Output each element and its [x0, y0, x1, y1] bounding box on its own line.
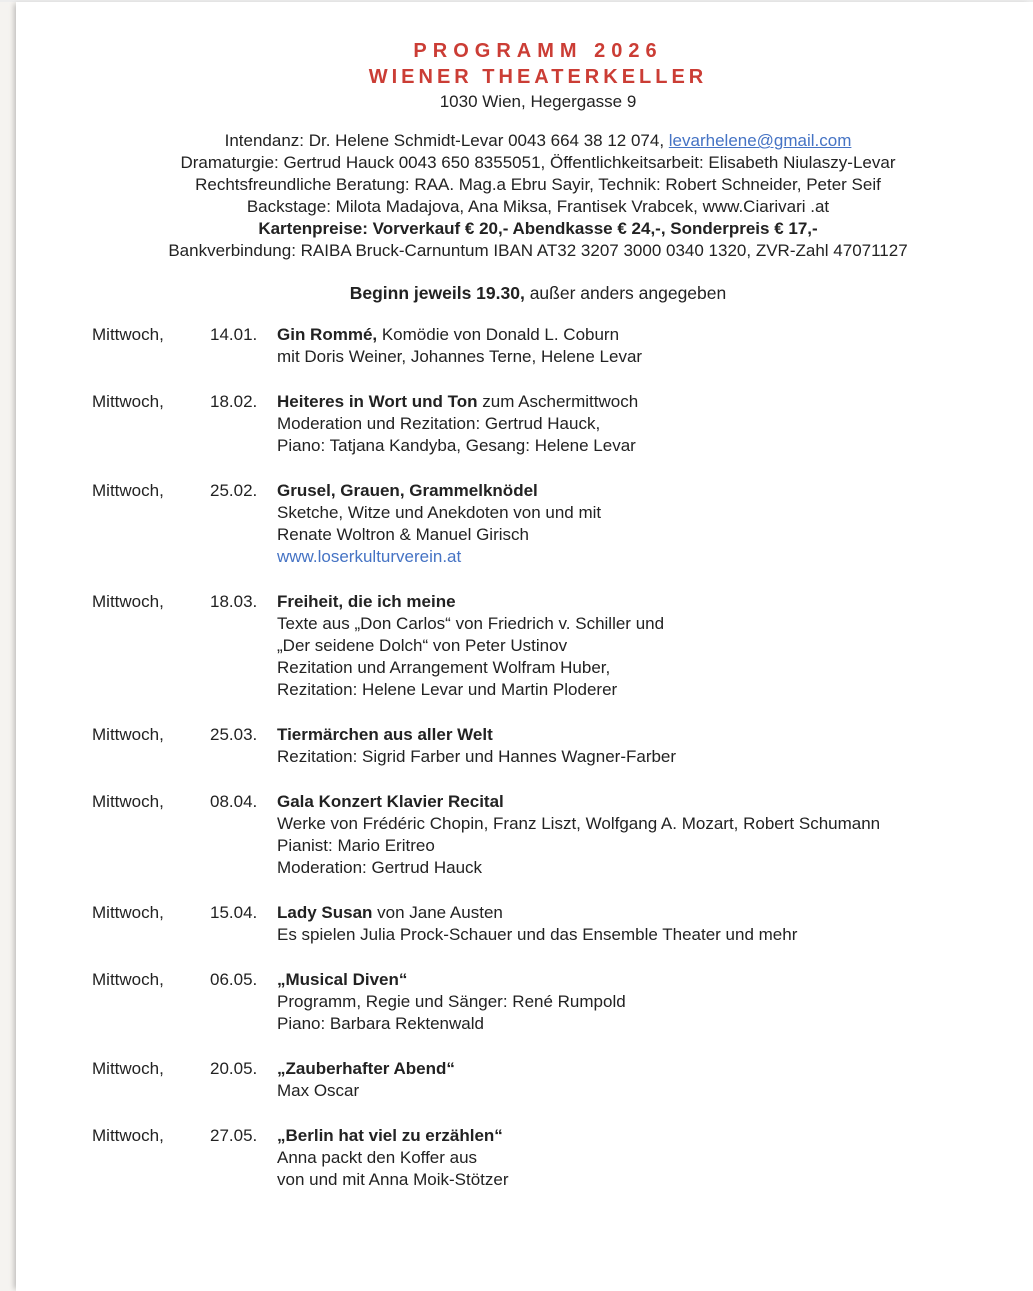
event-detail-line: Moderation und Rezitation: Gertrud Hauck,	[277, 414, 601, 433]
event-title: „Musical Diven“	[277, 970, 408, 989]
event-title: Gala Konzert Klavier Recital	[277, 792, 504, 811]
event-detail-line: Anna packt den Koffer aus	[277, 1148, 478, 1167]
event-title: Heiteres in Wort und Ton	[277, 392, 478, 411]
event-detail-line: Piano: Barbara Rektenwald	[277, 1014, 484, 1033]
event-detail-line: Sketche, Witze und Anekdoten von und mit	[277, 503, 602, 522]
event-date: 20.05.	[210, 1059, 258, 1078]
event-title: „Zauberhafter Abend“	[277, 1059, 455, 1078]
contact-line-backstage: Backstage: Milota Madajova, Ana Miksa, Frantisek Vrabcek, www.Ciarivari .at	[246, 197, 830, 216]
program-title: PROGRAMM 2026	[413, 40, 663, 62]
event-title: Gin Rommé,	[277, 325, 378, 344]
event-title-line	[277, 969, 1033, 991]
event-date: 27.05.	[210, 1126, 258, 1145]
event-row	[92, 324, 1033, 368]
event-day: Mittwoch,	[92, 725, 164, 744]
email-link[interactable]: levarhelene@gmail.com	[668, 131, 852, 150]
event-detail-line: Max Oscar	[277, 1081, 360, 1100]
event-day: Mittwoch,	[92, 970, 164, 989]
event-row	[92, 591, 1033, 701]
event-title-line	[277, 391, 1033, 413]
event-body	[277, 324, 1033, 368]
event-day: Mittwoch,	[92, 592, 164, 611]
event-row	[92, 1125, 1033, 1191]
event-detail-line: von und mit Anna Moik-Stötzer	[277, 1170, 509, 1189]
contact-line-beratung: Rechtsfreundliche Beratung: RAA. Mag.a Ebru Sayir, Technik: Robert Schneider, Peter Seif	[195, 175, 881, 194]
event-website-link[interactable]: www.loserkulturverein.at	[277, 547, 462, 566]
event-body	[277, 724, 1033, 768]
event-title: Grusel, Grauen, Grammelknödel	[277, 481, 538, 500]
event-day: Mittwoch,	[92, 903, 164, 922]
event-day: Mittwoch,	[92, 392, 164, 411]
event-detail-line: Rezitation: Sigrid Farber und Hannes Wagner-Farber	[277, 747, 677, 766]
event-day: Mittwoch,	[92, 1126, 164, 1145]
event-title-line	[277, 324, 1033, 346]
start-time-bold: Beginn jeweils 19.30,	[349, 283, 525, 303]
event-date: 18.02.	[210, 392, 258, 411]
event-list	[16, 324, 1033, 1191]
event-date: 15.04.	[210, 903, 258, 922]
event-day: Mittwoch,	[92, 792, 164, 811]
event-title-line	[277, 1058, 1033, 1080]
event-title-line	[277, 591, 1033, 613]
document-page	[16, 2, 1033, 1291]
event-title-suffix: von Jane Austen	[372, 903, 503, 922]
event-detail-line: Pianist: Mario Eritreo	[277, 836, 435, 855]
ticket-prices: Kartenpreise: Vorverkauf € 20,- Abendkasse € 24,-, Sonderpreis € 17,-	[258, 219, 818, 238]
event-date: 25.03.	[210, 725, 258, 744]
event-title-line	[277, 791, 1033, 813]
document-header	[16, 38, 1033, 114]
event-body	[277, 791, 1033, 879]
event-body	[277, 1125, 1033, 1191]
contact-block	[16, 130, 1033, 262]
event-title: Freiheit, die ich meine	[277, 592, 456, 611]
event-body	[277, 902, 1033, 946]
event-detail-line: „Der seidene Dolch“ von Peter Ustinov	[277, 636, 568, 655]
start-time-regular: außer anders angegeben	[524, 283, 727, 303]
contact-line-intendanz	[43, 130, 1033, 152]
event-detail-line: mit Doris Weiner, Johannes Terne, Helene Levar	[277, 347, 643, 366]
event-detail-line: Texte aus „Don Carlos“ von Friedrich v. Schiller und	[277, 614, 665, 633]
event-title: „Berlin hat viel zu erzählen“	[277, 1126, 503, 1145]
event-day: Mittwoch,	[92, 481, 164, 500]
event-detail-line: Piano: Tatjana Kandyba, Gesang: Helene Levar	[277, 436, 636, 455]
event-date: 25.02.	[210, 481, 258, 500]
event-row	[92, 391, 1033, 457]
event-body	[277, 480, 1033, 568]
event-detail-line: Es spielen Julia Prock-Schauer und das Ensemble Theater und mehr	[277, 925, 798, 944]
event-row	[92, 480, 1033, 568]
event-title-line	[277, 902, 1033, 924]
event-detail-line: Renate Woltron & Manuel Girisch	[277, 525, 529, 544]
event-row	[92, 724, 1033, 768]
intendanz-text: Intendanz: Dr. Helene Schmidt-Levar 0043 664 38 12 074,	[224, 131, 669, 150]
start-time-note	[16, 282, 1033, 304]
bank-details: Bankverbindung: RAIBA Bruck-Carnuntum IBAN AT32 3207 3000 0340 1320, ZVR-Zahl 47071127	[168, 241, 908, 260]
event-row	[92, 1058, 1033, 1102]
event-row	[92, 902, 1033, 946]
event-title-line	[277, 724, 1033, 746]
event-title-suffix: zum Aschermittwoch	[477, 392, 639, 411]
event-body	[277, 969, 1033, 1035]
event-row	[92, 969, 1033, 1035]
event-day: Mittwoch,	[92, 1059, 164, 1078]
event-title-line	[277, 480, 1033, 502]
venue-address: 1030 Wien, Hegergasse 9	[439, 92, 637, 111]
event-detail-line: Programm, Regie und Sänger: René Rumpold	[277, 992, 626, 1011]
event-detail-line: Rezitation: Helene Levar und Martin Ploderer	[277, 680, 618, 699]
event-title: Lady Susan	[277, 903, 373, 922]
contact-line-dramaturgie: Dramaturgie: Gertrud Hauck 0043 650 8355051, Öffentlichkeitsarbeit: Elisabeth Niulaszy-Levar	[180, 153, 896, 172]
event-day: Mittwoch,	[92, 325, 164, 344]
event-body	[277, 391, 1033, 457]
event-date: 18.03.	[210, 592, 258, 611]
event-detail-line: Werke von Frédéric Chopin, Franz Liszt, Wolfgang A. Mozart, Robert Schumann	[277, 814, 881, 833]
event-date: 14.01.	[210, 325, 258, 344]
event-detail-line: Rezitation und Arrangement Wolfram Huber,	[277, 658, 611, 677]
event-title: Tiermärchen aus aller Welt	[277, 725, 493, 744]
venue-title: WIENER THEATERKELLER	[368, 66, 708, 88]
event-title-line	[277, 1125, 1033, 1147]
event-date: 06.05.	[210, 970, 258, 989]
event-title-suffix: Komödie von Donald L. Coburn	[377, 325, 620, 344]
event-row	[92, 791, 1033, 879]
event-body	[277, 591, 1033, 701]
event-detail-line: Moderation: Gertrud Hauck	[277, 858, 483, 877]
event-body	[277, 1058, 1033, 1102]
event-date: 08.04.	[210, 792, 258, 811]
